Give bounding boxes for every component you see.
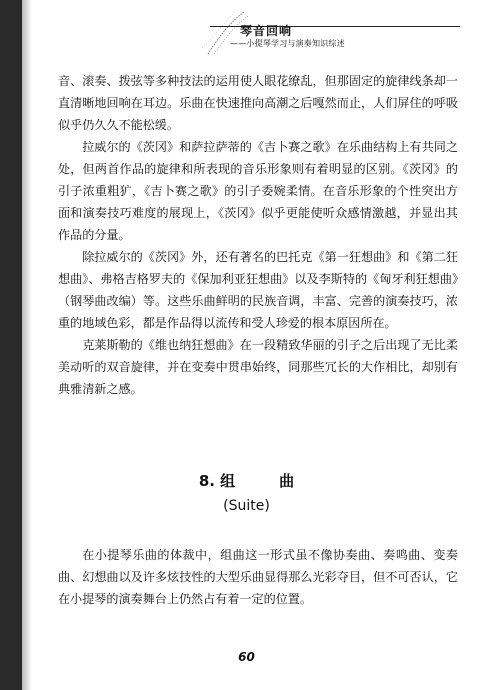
paragraph: 克莱斯勒的《维也纳狂想曲》在一段精致华丽的引子之后出现了无比柔美动听的双音旋律，并在变奏中贯串始终，同那些冗长的大作相比，却别有典雅清新之感。 — [58, 338, 458, 396]
section-title-en: (Suite) — [223, 498, 270, 514]
binding-edge-shadow — [0, 0, 22, 690]
paragraph: 音、滚奏、拨弦等多种技法的运用使人眼花缭乱，但那固定的旋律线条却一直清晰地回响在耳边。乐曲在快速推向高潮之后嘎然而止，人们屏住的呼吸似乎仍久久不能松缓。 — [58, 74, 458, 132]
header-title: 琴音回响 — [240, 24, 293, 38]
paragraph: 除拉威尔的《茨冈》外，还有著名的巴托克《第一狂想曲》和《第二狂想曲》、弗格吉格罗夫的《保加利亚狂想曲》以及李斯特的《匈牙利狂想曲》（钢琴曲改编）等。这些乐曲鲜明的民族音调，丰富、完善的演奏技巧，浓重的地域色彩，都是作品得以流传和受人珍爱的根本原因所在。 — [58, 250, 458, 330]
running-header — [210, 22, 480, 62]
binding-edge-gradient — [22, 0, 32, 690]
header-subtitle: ——小提琴学习与演奏知识综述 — [230, 39, 345, 48]
section-number: 8. 组 — [198, 472, 236, 490]
section-body-text — [58, 544, 458, 610]
section-title-cn: 曲 — [279, 472, 295, 490]
page-number: 60 — [238, 650, 255, 664]
paragraph: 拉威尔的《茨冈》和萨拉萨蒂的《吉卜赛之歌》在乐曲结构上有共同之处，但两首作品的旋律和所表现的音乐形象则有着明显的区别。《茨冈》的引子浓重粗犷，《吉卜赛之歌》的引子委婉柔情。在音乐形象的个性突出方面和演奏技巧难度的展现上，《茨冈》似乎更能使听众感情激越，并显出其作品的分量。 — [58, 140, 458, 242]
paragraph: 在小提琴乐曲的体裁中，组曲这一形式虽不像协奏曲、奏鸣曲、变奏曲、幻想曲以及许多炫技性的大型乐曲显得那么光彩夺目，但不可否认，它在小提琴的演奏舞台上仍然占有着一定的位置。 — [58, 548, 458, 606]
body-text — [58, 70, 458, 400]
section-heading — [0, 470, 493, 491]
